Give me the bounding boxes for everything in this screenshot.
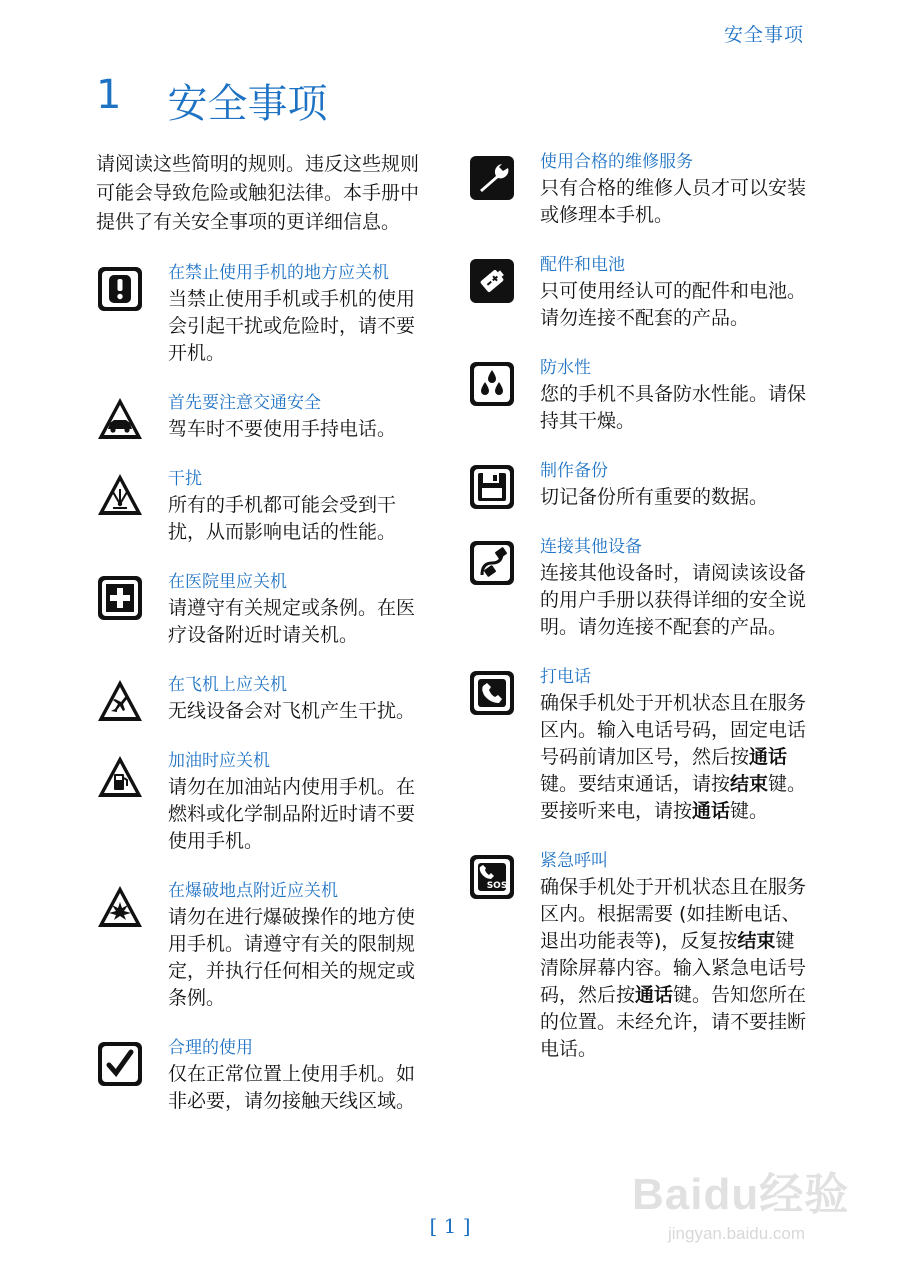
safety-item-calling (468, 665, 813, 825)
item-body: 切记备份所有重要的数据。 (540, 486, 769, 508)
watermark-logo: Baidu经验 (632, 1170, 850, 1219)
intro-paragraph: 请阅读这些简明的规则。违反这些规则可能会导致危险或触犯法律。本手册中提供了有关安全事项的更详细信息。 (96, 153, 420, 233)
interference-icon (96, 471, 144, 519)
safety-item-qualified-service (468, 150, 813, 229)
safety-item-road-safety (96, 391, 426, 443)
calling-text-4: 键。 (730, 800, 769, 822)
fuel-pump-icon (96, 753, 144, 801)
item-body: 当禁止使用手机或手机的使用会引起干扰或危险时，请不要开机。 (168, 288, 416, 364)
emergency-text-1: 确保手机处于开机状态且在服务区内。根据需要 (如挂断电话、退出功能表等)，反复按 (540, 876, 807, 952)
item-body: 所有的手机都可能会受到干扰，从而影响电话的性能。 (168, 494, 397, 543)
sos-label: SOS (486, 881, 508, 891)
sos-phone-icon (468, 853, 516, 901)
chapter-title (96, 72, 327, 129)
item-body: 只有合格的维修人员才可以安装或修理本手机。 (540, 177, 807, 226)
item-title: 打电话 (540, 667, 591, 687)
car-icon (96, 395, 144, 443)
calling-text-1: 确保手机处于开机状态且在服务区内。输入电话号码，固定电话号码前请加区号，然后按 (540, 692, 807, 768)
end-key-label: 结束 (730, 773, 769, 795)
call-key-label: 通话 (749, 746, 788, 768)
hospital-cross-icon (96, 574, 144, 622)
chapter-heading: 安全事项 (167, 81, 328, 127)
phone-handset-icon (468, 669, 516, 717)
item-body: 仅在正常位置上使用手机。如非必要，请勿接触天线区域。 (168, 1063, 416, 1112)
safety-item-interference (96, 467, 426, 546)
safety-item-blasting (96, 879, 426, 1012)
item-title: 在飞机上应关机 (168, 675, 287, 695)
calling-text-2: 键。要结束通话，请按 (540, 773, 731, 795)
plug-icon (468, 539, 516, 587)
calling-text-3: 键。要接听来电，请按 (540, 773, 807, 822)
emergency-text-3: 键。告知您所在的位置。未经允许，请不要挂断电话。 (540, 984, 807, 1060)
item-title: 紧急呼叫 (540, 851, 608, 871)
item-title: 合理的使用 (168, 1038, 253, 1058)
item-title: 干扰 (168, 469, 202, 489)
item-title: 在爆破地点附近应关机 (168, 881, 338, 901)
watermark-url: jingyan.baidu.com (668, 1224, 806, 1243)
item-title: 加油时应关机 (168, 751, 270, 771)
exclamation-icon (96, 265, 144, 313)
item-body: 请勿在进行爆破操作的地方使用手机。请遵守有关的限制规定，并执行任何相关的规定或条例。 (168, 906, 416, 1009)
end-key-label: 结束 (737, 930, 776, 952)
item-title: 在医院里应关机 (168, 572, 287, 592)
item-body: 只可使用经认可的配件和电池。请勿连接不配套的产品。 (540, 280, 807, 329)
running-header: 安全事项 (723, 24, 804, 46)
item-title: 使用合格的维修服务 (540, 152, 693, 172)
item-body: 连接其他设备时，请阅读该设备的用户手册以获得详细的安全说明。请勿连接不配套的产品。 (540, 562, 807, 638)
item-body (540, 874, 813, 1063)
item-title: 防水性 (540, 358, 591, 378)
safety-item-switch-off-restricted (96, 261, 426, 367)
battery-icon (468, 257, 516, 305)
safety-item-hospital (96, 570, 426, 649)
item-title: 连接其他设备 (540, 537, 642, 557)
call-key-label: 通话 (635, 984, 674, 1006)
emergency-text-2: 键清除屏幕内容。输入紧急电话号码，然后按 (540, 930, 807, 1006)
item-body: 您的手机不具备防水性能。请保持其干燥。 (540, 383, 807, 432)
safety-item-emergency-calls (468, 849, 813, 1063)
water-drops-icon (468, 360, 516, 408)
floppy-disk-icon (468, 463, 516, 511)
chapter-number: 1 (96, 72, 122, 118)
safety-item-aircraft (96, 673, 426, 725)
item-title: 配件和电池 (540, 255, 625, 275)
left-column (96, 150, 426, 1139)
item-body: 无线设备会对飞机产生干扰。 (168, 700, 416, 722)
page-number: [ 1 ] (429, 1214, 471, 1238)
wrench-icon (468, 154, 516, 202)
safety-item-accessories-battery (468, 253, 813, 332)
airplane-icon (96, 677, 144, 725)
safety-item-water-resistance (468, 356, 813, 435)
safety-item-backup (468, 459, 813, 511)
watermark (632, 1150, 862, 1260)
right-column (468, 150, 813, 1087)
item-title: 在禁止使用手机的地方应关机 (168, 263, 389, 283)
call-key-label: 通话 (692, 800, 731, 822)
explosion-icon (96, 883, 144, 931)
item-body: 请遵守有关规定或条例。在医疗设备附近时请关机。 (168, 597, 416, 646)
safety-item-connecting-devices (468, 535, 813, 641)
item-body: 请勿在加油站内使用手机。在燃料或化学制品附近时请不要使用手机。 (168, 776, 416, 852)
item-body (540, 690, 813, 825)
item-title: 制作备份 (540, 461, 608, 481)
safety-item-refuelling (96, 749, 426, 855)
item-body: 驾车时不要使用手持电话。 (168, 418, 397, 440)
checkmark-icon (96, 1040, 144, 1088)
item-title: 首先要注意交通安全 (168, 393, 321, 413)
safety-item-sensible-use (96, 1036, 426, 1115)
